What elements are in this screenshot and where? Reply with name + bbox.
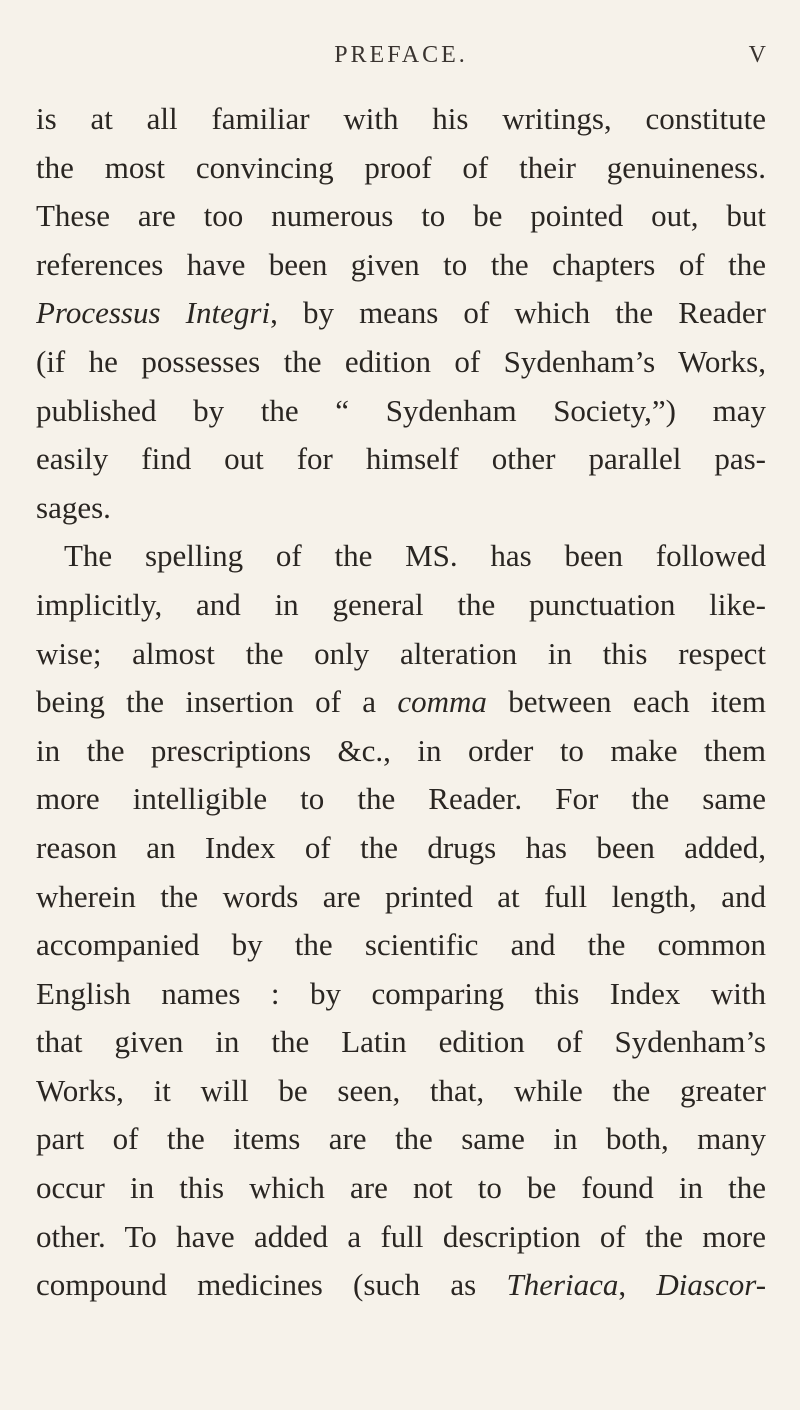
text-line bbox=[36, 727, 766, 776]
text-line bbox=[36, 1067, 766, 1116]
text-line bbox=[36, 970, 766, 1019]
running-head-title: PREFACE. bbox=[334, 42, 468, 68]
text-run: other. To have added a full description of the more bbox=[36, 1218, 766, 1254]
text-run: that given in the Latin edition of Sydenham’s bbox=[36, 1024, 766, 1060]
text-line bbox=[36, 1164, 766, 1213]
text-run: , by means of which the Reader bbox=[270, 295, 766, 331]
text-line bbox=[36, 532, 766, 581]
body-text bbox=[36, 95, 766, 1310]
text-line bbox=[36, 95, 766, 144]
text-run: implicitly, and in general the punctuation like- bbox=[36, 586, 766, 622]
text-run: between each item bbox=[486, 684, 766, 720]
text-line bbox=[36, 581, 766, 630]
text-line bbox=[36, 144, 766, 193]
text-run: (if he possesses the edition of Sydenham’s Works, bbox=[36, 343, 766, 379]
text-run: in the prescriptions &c., in order to make them bbox=[36, 732, 766, 768]
text-run: compound medicines (such as bbox=[36, 1267, 507, 1303]
text-line bbox=[36, 824, 766, 873]
text-line bbox=[36, 435, 766, 484]
italic-text: Diascor- bbox=[656, 1267, 766, 1303]
text-line bbox=[36, 338, 766, 387]
text-line bbox=[36, 289, 766, 338]
text-run: part of the items are the same in both, many bbox=[36, 1121, 766, 1157]
text-line bbox=[36, 678, 766, 727]
italic-text: comma bbox=[397, 684, 487, 720]
italic-text: Theriaca bbox=[506, 1267, 619, 1303]
text-run: wise; almost the only alteration in this respect bbox=[36, 635, 766, 671]
italic-text: Processus Integri bbox=[36, 295, 271, 331]
text-line bbox=[36, 1018, 766, 1067]
text-line bbox=[36, 1261, 766, 1310]
text-run: occur in this which are not to be found in the bbox=[36, 1170, 766, 1206]
text-run: Works, it will be seen, that, while the greater bbox=[36, 1072, 766, 1108]
text-line bbox=[36, 873, 766, 922]
text-line bbox=[36, 387, 766, 436]
text-line bbox=[36, 921, 766, 970]
text-run: English names : by comparing this Index with bbox=[36, 975, 766, 1011]
text-run: is at all familiar with his writings, constitute bbox=[36, 101, 766, 136]
paragraph bbox=[36, 532, 766, 1310]
text-run: accompanied by the scientific and the common bbox=[36, 927, 766, 963]
text-line bbox=[36, 484, 766, 533]
paragraph bbox=[36, 95, 766, 532]
text-line bbox=[36, 630, 766, 679]
text-run: The spelling of the MS. has been followed bbox=[64, 538, 766, 574]
text-line bbox=[36, 241, 766, 290]
text-line bbox=[36, 775, 766, 824]
text-run: , bbox=[618, 1267, 657, 1303]
text-line bbox=[36, 192, 766, 241]
text-run: the most convincing proof of their genuineness. bbox=[36, 149, 766, 185]
page-number: V bbox=[748, 42, 766, 68]
text-run: references have been given to the chapters of the bbox=[36, 246, 766, 282]
text-line bbox=[36, 1115, 766, 1164]
running-head bbox=[36, 42, 766, 82]
text-run: sages. bbox=[36, 489, 111, 525]
text-run: published by the “ Sydenham Society,”) may bbox=[36, 392, 766, 428]
text-run: easily find out for himself other parallel pas- bbox=[36, 441, 766, 477]
text-run: wherein the words are printed at full length, and bbox=[36, 878, 766, 914]
text-run: more intelligible to the Reader. For the same bbox=[36, 781, 766, 817]
text-run: being the insertion of a bbox=[36, 684, 398, 720]
text-line bbox=[36, 1213, 766, 1262]
text-run: reason an Index of the drugs has been added, bbox=[36, 829, 766, 865]
text-run: These are too numerous to be pointed out, but bbox=[36, 198, 766, 234]
